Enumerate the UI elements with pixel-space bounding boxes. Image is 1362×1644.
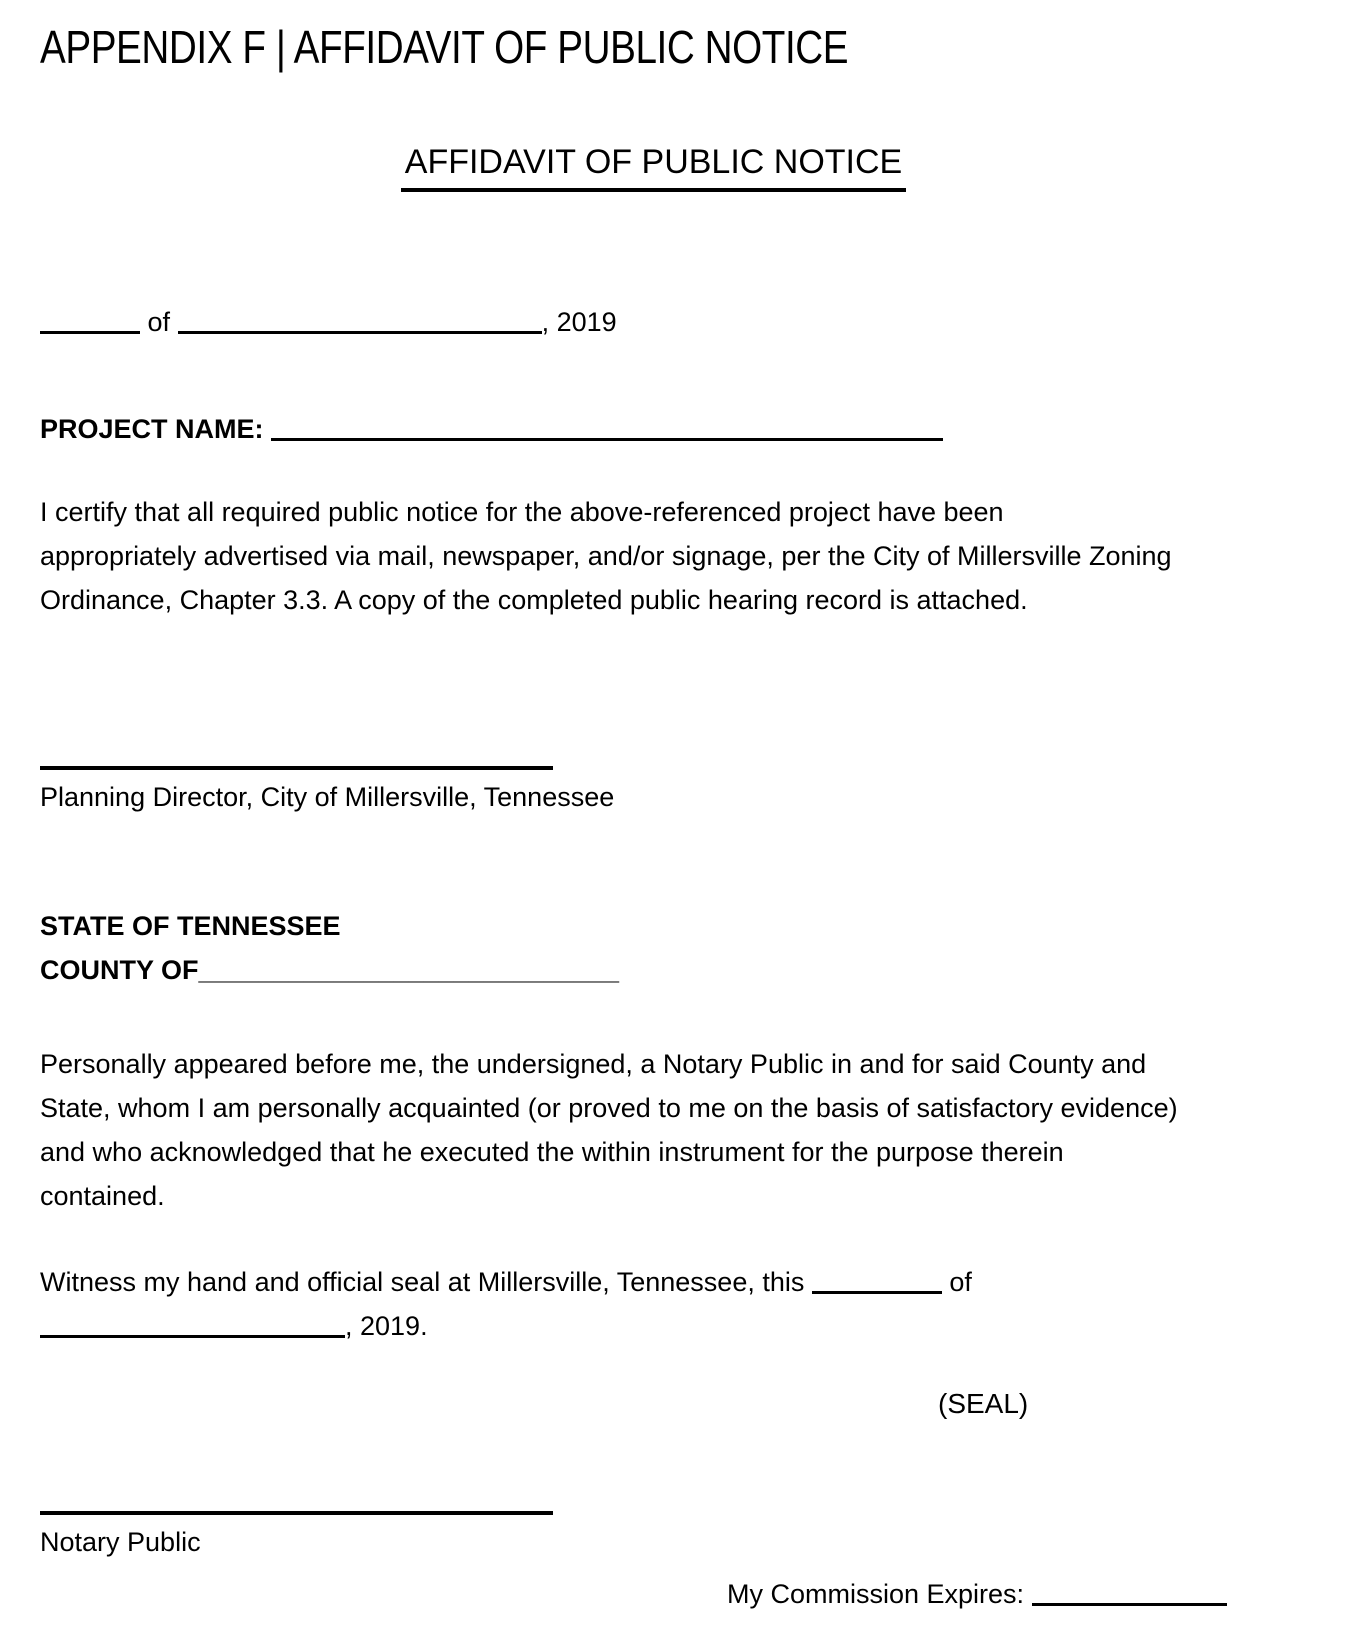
project-name-line xyxy=(40,407,943,451)
witness-year-text: , 2019. xyxy=(345,1311,428,1341)
county-label: COUNTY OF xyxy=(40,955,199,985)
planning-director-label: Planning Director, City of Millersville, Tennessee xyxy=(40,782,615,812)
acknowledgment-paragraph xyxy=(40,1042,1178,1218)
witness-of-label: of xyxy=(949,1267,972,1297)
county-line xyxy=(40,948,619,992)
date-line xyxy=(40,300,617,344)
acknowledgment-line: State, whom I am personally acquainted (or proved to me on the basis of satisfactory evidence) xyxy=(40,1093,1178,1123)
appendix-header: APPENDIX F | AFFIDAVIT OF PUBLIC NOTICE xyxy=(40,21,849,73)
acknowledgment-line: Personally appeared before me, the undersigned, a Notary Public in and for said County and xyxy=(40,1049,1147,1079)
day-blank xyxy=(40,329,140,334)
seal-label: (SEAL) xyxy=(938,1388,1029,1419)
witness-day-blank xyxy=(812,1289,942,1294)
month-blank xyxy=(178,329,542,334)
state-label: STATE OF TENNESSEE xyxy=(40,911,341,941)
witness-line-1 xyxy=(40,1260,972,1304)
commission-expires-label: My Commission Expires: xyxy=(727,1579,1025,1609)
document-title-row xyxy=(0,140,1362,192)
commission-expires-line xyxy=(727,1572,1227,1616)
witness-paragraph xyxy=(40,1260,972,1348)
document-title: AFFIDAVIT OF PUBLIC NOTICE xyxy=(401,140,906,192)
certification-line: appropriately advertised via mail, newspaper, and/or signage, per the City of Millersville Zoning xyxy=(40,541,1172,571)
planning-director-signature-line xyxy=(40,766,553,770)
witness-month-blank xyxy=(40,1333,345,1338)
acknowledgment-line: and who acknowledged that he executed the within instrument for the purpose therein xyxy=(40,1137,1064,1167)
project-name-blank xyxy=(271,436,943,441)
year-text: , 2019 xyxy=(541,307,617,337)
certification-line: I certify that all required public notice for the above-referenced project have been xyxy=(40,497,1004,527)
project-name-label: PROJECT NAME: xyxy=(40,414,264,444)
date-of-label: of xyxy=(147,307,171,337)
witness-text: Witness my hand and official seal at Millersville, Tennessee, this xyxy=(40,1267,805,1297)
notary-public-label: Notary Public xyxy=(40,1527,201,1557)
acknowledgment-line: contained. xyxy=(40,1181,165,1211)
certification-line: Ordinance, Chapter 3.3. A copy of the completed public hearing record is attached. xyxy=(40,585,1028,615)
notary-signature-line xyxy=(40,1511,553,1515)
county-blank: ____________________________ xyxy=(198,955,619,985)
commission-expires-blank xyxy=(1032,1601,1227,1606)
witness-line-2 xyxy=(40,1304,972,1348)
certification-paragraph xyxy=(40,490,1172,622)
